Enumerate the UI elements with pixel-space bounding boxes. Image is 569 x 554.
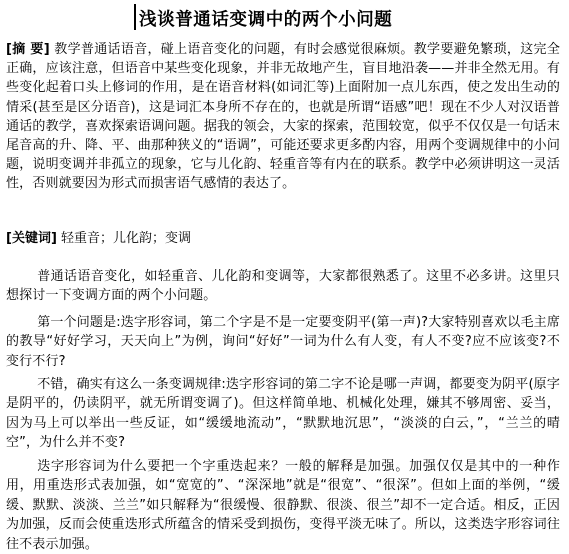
keywords-label: [关键词] bbox=[6, 231, 57, 246]
title-area bbox=[0, 0, 569, 36]
keywords-text: 轻重音；儿化韵；变调 bbox=[56, 231, 192, 246]
body-paragraph-1: 普通话语音变化，如轻重音、儿化韵和变调等，大家都很熟悉了。这里不必多讲。这里只想探讨一下变调方面的两个小问题。 bbox=[6, 269, 560, 304]
abstract-text: 教学普通话语音，碰上语音变化的问题，有时会感觉很麻烦。教学要避免繁琐，这完全正确，应该注意，但语音中某些变化现象，并非无故地产生，盲目地沿袭——并非全然无用。有些变化起着口头上修词的作用，是在语音材料(如词汇等)上面附加一点儿东西，使之发出生动的情采(甚至是区分语音)，这是词汇本身所不存在的，也就是所谓“语感”吧！现在不少人对汉语普通话的教学，喜欢探索语调问题。据我的领会，大家的探索，范围较宽，似乎不仅仅是一句话末尾音高的升、降、平、曲那种狭义的“语调”，可能还要求更多酌内容，用两个变调规律中的小问题，说明变调并非孤立的现象，它与儿化韵、轻重音等有内在的联系。教学中必须讲明这一灵活性，否则就要因为形式而损害语气感情的表达了。 bbox=[6, 42, 560, 192]
body-paragraph-4: 迭字形容词为什么要把一个字重迭起来？一般的解释是加强。加强仅仅是其中的一种作用，用重迭形式表加强，如“宽宽的”、“深深地”就是“很宽”、“很深”。但如上面的举例，“缓缓、默默、淡淡、兰兰”如只解释为“很缓慢、很静默、很淡、很兰”却不一定合适。相反，正因为加强，反而会使重迭形式所蕴含的情采受到损伤，变得平淡无味了。所以，这类迭字形容词往往不表示加强。 bbox=[6, 459, 560, 552]
text-cursor bbox=[134, 4, 136, 30]
abstract bbox=[6, 40, 560, 194]
body-paragraph-2: 第一个问题是:迭字形容词，第二个字是不是一定要变阴平(第一声)?大家特别喜欢以毛主席的教导“好好学习，天天向上”为例，询问“好好”一词为什么有人变，有人不变?应不应该变?不变行不行? bbox=[6, 315, 560, 369]
abstract-label: [摘 要] bbox=[6, 42, 50, 57]
body-paragraph-3: 不错，确实有这么一条变调规律:迭字形容词的第二字不论是哪一声调，都要变为阴平(原字是阴平的，仍读阴平，就无所谓变调了)。但这样简单地、机械化处理，嫌其不够周密、妥当，因为马上可以举出一些反证，如“缓缓地流动”，“默默地沉思”，“淡淡的白云，”，“兰兰的晴空”，为什么并不变? bbox=[6, 377, 560, 451]
keywords bbox=[6, 229, 560, 248]
page-title: 浅谈普通话变调中的两个小问题 bbox=[139, 10, 393, 30]
